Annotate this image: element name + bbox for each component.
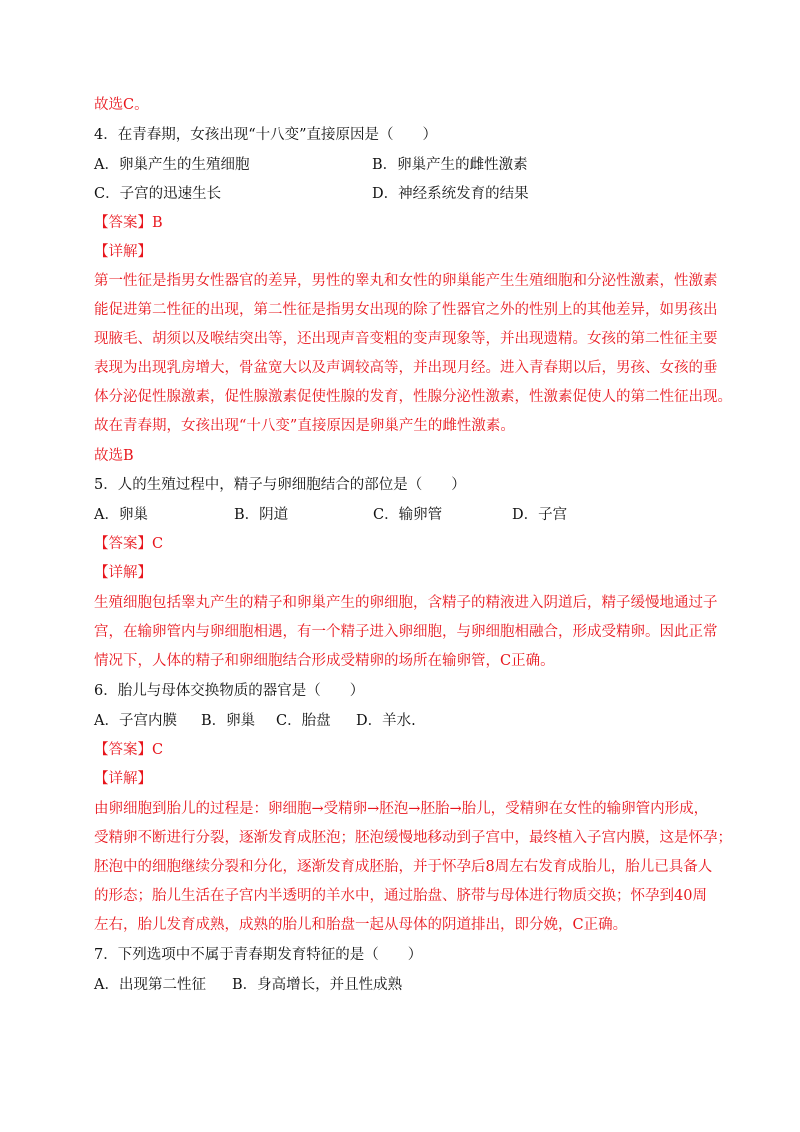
q6-detail-line-2: 受精卵不断进行分裂，逐渐发育成胚泡；胚泡缓慢地移动到子宫中，最终植入子宫内膜，这是怀孕； [94, 830, 732, 846]
q6-option-a: A．子宫内膜 [94, 713, 177, 729]
q5-detail-line-2: 宫，在输卵管内与卵细胞相遇，有一个精子进入卵细胞，与卵细胞相融合，形成受精卵。因此正常 [94, 624, 718, 640]
q5-detail-line-3: 情况下，人体的精子和卵细胞结合形成受精卵的场所在输卵管，C正确。 [94, 653, 555, 669]
q4-detail-line-1: 第一性征是指男女性器官的差异，男性的睾丸和女性的卵巢能产生生殖细胞和分泌性激素，性激素 [94, 273, 718, 289]
q5-option-d: D．子宫 [512, 507, 568, 523]
answer-tag: 【答案】 [94, 215, 152, 231]
q4-option-a: A．卵巢产生的生殖细胞 [94, 157, 250, 173]
q4-detail-tag: 【详解】 [94, 244, 152, 260]
answer-tag: 【答案】 [94, 536, 152, 552]
answer-value: C [152, 742, 164, 758]
q6-detail-tag: 【详解】 [94, 771, 152, 787]
q4-detail-line-2: 能促进第二性征的出现，第二性征是指男女出现的除了性器官之外的性别上的其他差异，如男孩出 [94, 302, 718, 318]
q4-detail-line-5: 体分泌促性腺激素，促性腺激素促使性腺的发育，性腺分泌性激素，性激素促使人的第二性征出现。 [94, 389, 732, 405]
q6-option-b: B．卵巢 [201, 713, 256, 729]
q5-detail-line-1: 生殖细胞包括睾丸产生的精子和卵巢产生的卵细胞，含精子的精液进入阴道后，精子缓慢地通过子 [94, 595, 718, 611]
q4-option-d: D．神经系统发育的结果 [372, 186, 529, 202]
q5-option-c: C．输卵管 [373, 507, 443, 523]
q6-detail-line-4: 的形态；胎儿生活在子宫内半透明的羊水中，通过胎盘、脐带与母体进行物质交换；怀孕到40周 [94, 888, 707, 904]
answer-tag: 【答案】 [94, 742, 152, 758]
q4-option-c: C．子宫的迅速生长 [94, 186, 222, 202]
q5-detail-tag: 【详解】 [94, 565, 152, 581]
q4-conclusion: 故选B [94, 448, 134, 464]
answer-value: B [152, 215, 163, 231]
q6-option-d: D．羊水. [356, 713, 416, 729]
q5-answer [94, 534, 163, 554]
q6-detail-line-1: 由卵细胞到胎儿的过程是：卵细胞→受精卵→胚泡→胚胎→胎儿，受精卵在女性的输卵管内形成， [94, 801, 709, 817]
q4-option-b: B．卵巢产生的雌性激素 [372, 157, 528, 173]
q5-option-b: B．阴道 [234, 507, 289, 523]
q4-detail-line-6: 故在青春期，女孩出现“十八变”直接原因是卵巢产生的雌性激素。 [94, 418, 515, 434]
q6-answer [94, 740, 163, 760]
q4-detail-line-3: 现腋毛、胡须以及喉结突出等，还出现声音变粗的变声现象等，并出现遗精。女孩的第二性征主要 [94, 331, 718, 347]
previous-conclusion: 故选C。 [94, 97, 149, 113]
q6-option-c: C．胎盘 [276, 713, 331, 729]
q7-option-b: B．身高增长，并且性成熟 [232, 977, 403, 993]
q5-option-a: A．卵巢 [94, 507, 148, 523]
question-5-stem: 5．人的生殖过程中，精子与卵细胞结合的部位是（ ） [94, 477, 466, 493]
q6-detail-line-3: 胚泡中的细胞继续分裂和分化，逐渐发育成胚胎，并于怀孕后8周左右发育成胎儿，胎儿已具备人 [94, 859, 713, 875]
q7-option-a: A．出现第二性征 [94, 977, 206, 993]
question-4-stem: 4．在青春期，女孩出现“十八变”直接原因是（ ） [94, 127, 438, 143]
q4-detail-line-4: 表现为出现乳房增大，骨盆宽大以及声调较高等，并出现月经。进入青春期以后，男孩、女孩的垂 [94, 360, 718, 376]
question-6-stem: 6．胎儿与母体交换物质的器官是（ ） [94, 683, 365, 699]
q6-detail-line-5: 左右，胎儿发育成熟，成熟的胎儿和胎盘一起从母体的阴道排出，即分娩，C正确。 [94, 917, 628, 933]
q4-answer [94, 213, 163, 233]
answer-value: C [152, 536, 164, 552]
question-7-stem: 7．下列选项中不属于青春期发育特征的是（ ） [94, 947, 423, 963]
